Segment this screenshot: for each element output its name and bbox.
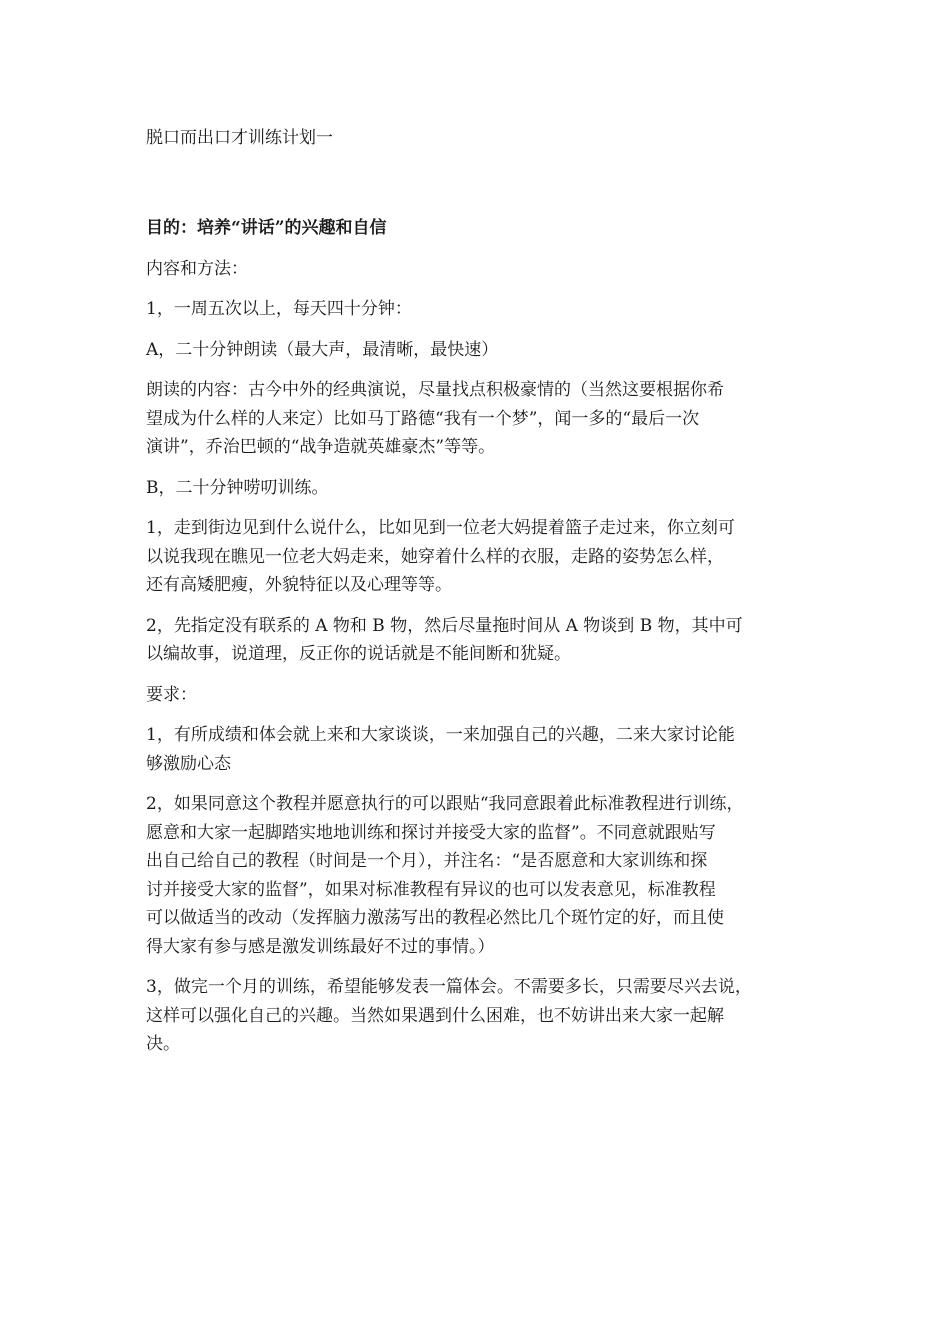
text-line: 1，有所成绩和体会就上来和大家谈谈，一来加强自己的兴趣，二来大家讨论能 bbox=[146, 725, 735, 745]
part-a-description bbox=[146, 376, 814, 462]
text-line: 望成为什么样的人来定）比如马丁路德“我有一个梦”，闻一多的“最后一次 bbox=[146, 408, 700, 429]
text-line: 这样可以强化自己的兴趣。当然如果遇到什么困难，也不妨讲出来大家一起解 bbox=[146, 1005, 724, 1026]
part-b-item-1 bbox=[146, 514, 814, 600]
text-line: 出自己给自己的教程（时间是一个月），并注名：“是否愿意和大家训练和探 bbox=[146, 851, 708, 871]
text-line: 以说我现在瞧见一位老大妈走来，她穿着什么样的衣服，走路的姿势怎么样， bbox=[146, 546, 724, 567]
requirements-label: 要求： bbox=[146, 684, 197, 705]
text-line: 还有高矮肥瘦，外貌特征以及心理等等。 bbox=[146, 575, 452, 595]
text-line: 讨并接受大家的监督”，如果对标准教程有异议的也可以发表意见，标准教程 bbox=[146, 879, 716, 900]
purpose-heading: 目的：培养“讲话”的兴趣和自信 bbox=[146, 218, 387, 238]
text-line: 决。 bbox=[146, 1034, 180, 1054]
requirement-item-3 bbox=[146, 973, 814, 1059]
text-line: 愿意和大家一起脚踏实地地训练和探讨并接受大家的监督”。不同意就跟贴写 bbox=[146, 822, 716, 843]
requirement-item-2 bbox=[146, 790, 814, 961]
schedule-item: 1，一周五次以上，每天四十分钟： bbox=[146, 299, 412, 319]
text-line: 1，走到街边见到什么说什么，比如见到一位老大妈提着篮子走过来，你立刻可 bbox=[146, 518, 735, 538]
document-title: 脱口而出口才训练计划一 bbox=[146, 128, 333, 148]
text-line: 可以做适当的改动（发挥脑力激荡写出的教程必然比几个斑竹定的好，而且使 bbox=[146, 908, 724, 928]
text-line: 3，做完一个月的训练，希望能够发表一篇体会。不需要多长，只需要尽兴去说， bbox=[146, 977, 752, 997]
part-b-title: B，二十分钟唠叨训练。 bbox=[146, 477, 329, 498]
text-line: 得大家有参与感是激发训练最好不过的事情。） bbox=[146, 936, 495, 957]
text-line: 2，先指定没有联系的 A 物和 B 物，然后尽量拖时间从 A 物谈到 B 物，其中可 bbox=[146, 615, 743, 636]
text-line: 以编故事，说道理，反正你的说话就是不能间断和犹疑。 bbox=[146, 644, 571, 664]
part-a-title: A，二十分钟朗读（最大声，最清晰，最快速） bbox=[146, 339, 499, 360]
document-body bbox=[146, 214, 814, 1071]
requirement-item-1 bbox=[146, 721, 814, 778]
text-line: 够激励心态 bbox=[146, 753, 231, 774]
text-line: 2，如果同意这个教程并愿意执行的可以跟贴“我同意跟着此标准教程进行训练， bbox=[146, 794, 744, 814]
content-method-label: 内容和方法： bbox=[146, 258, 248, 279]
part-b-item-2 bbox=[146, 612, 814, 669]
text-line: 朗读的内容：古今中外的经典演说，尽量找点积极豪情的（当然这要根据你希 bbox=[146, 380, 724, 400]
text-line: 演讲”，乔治巴顿的“战争造就英雄豪杰”等等。 bbox=[146, 437, 496, 457]
